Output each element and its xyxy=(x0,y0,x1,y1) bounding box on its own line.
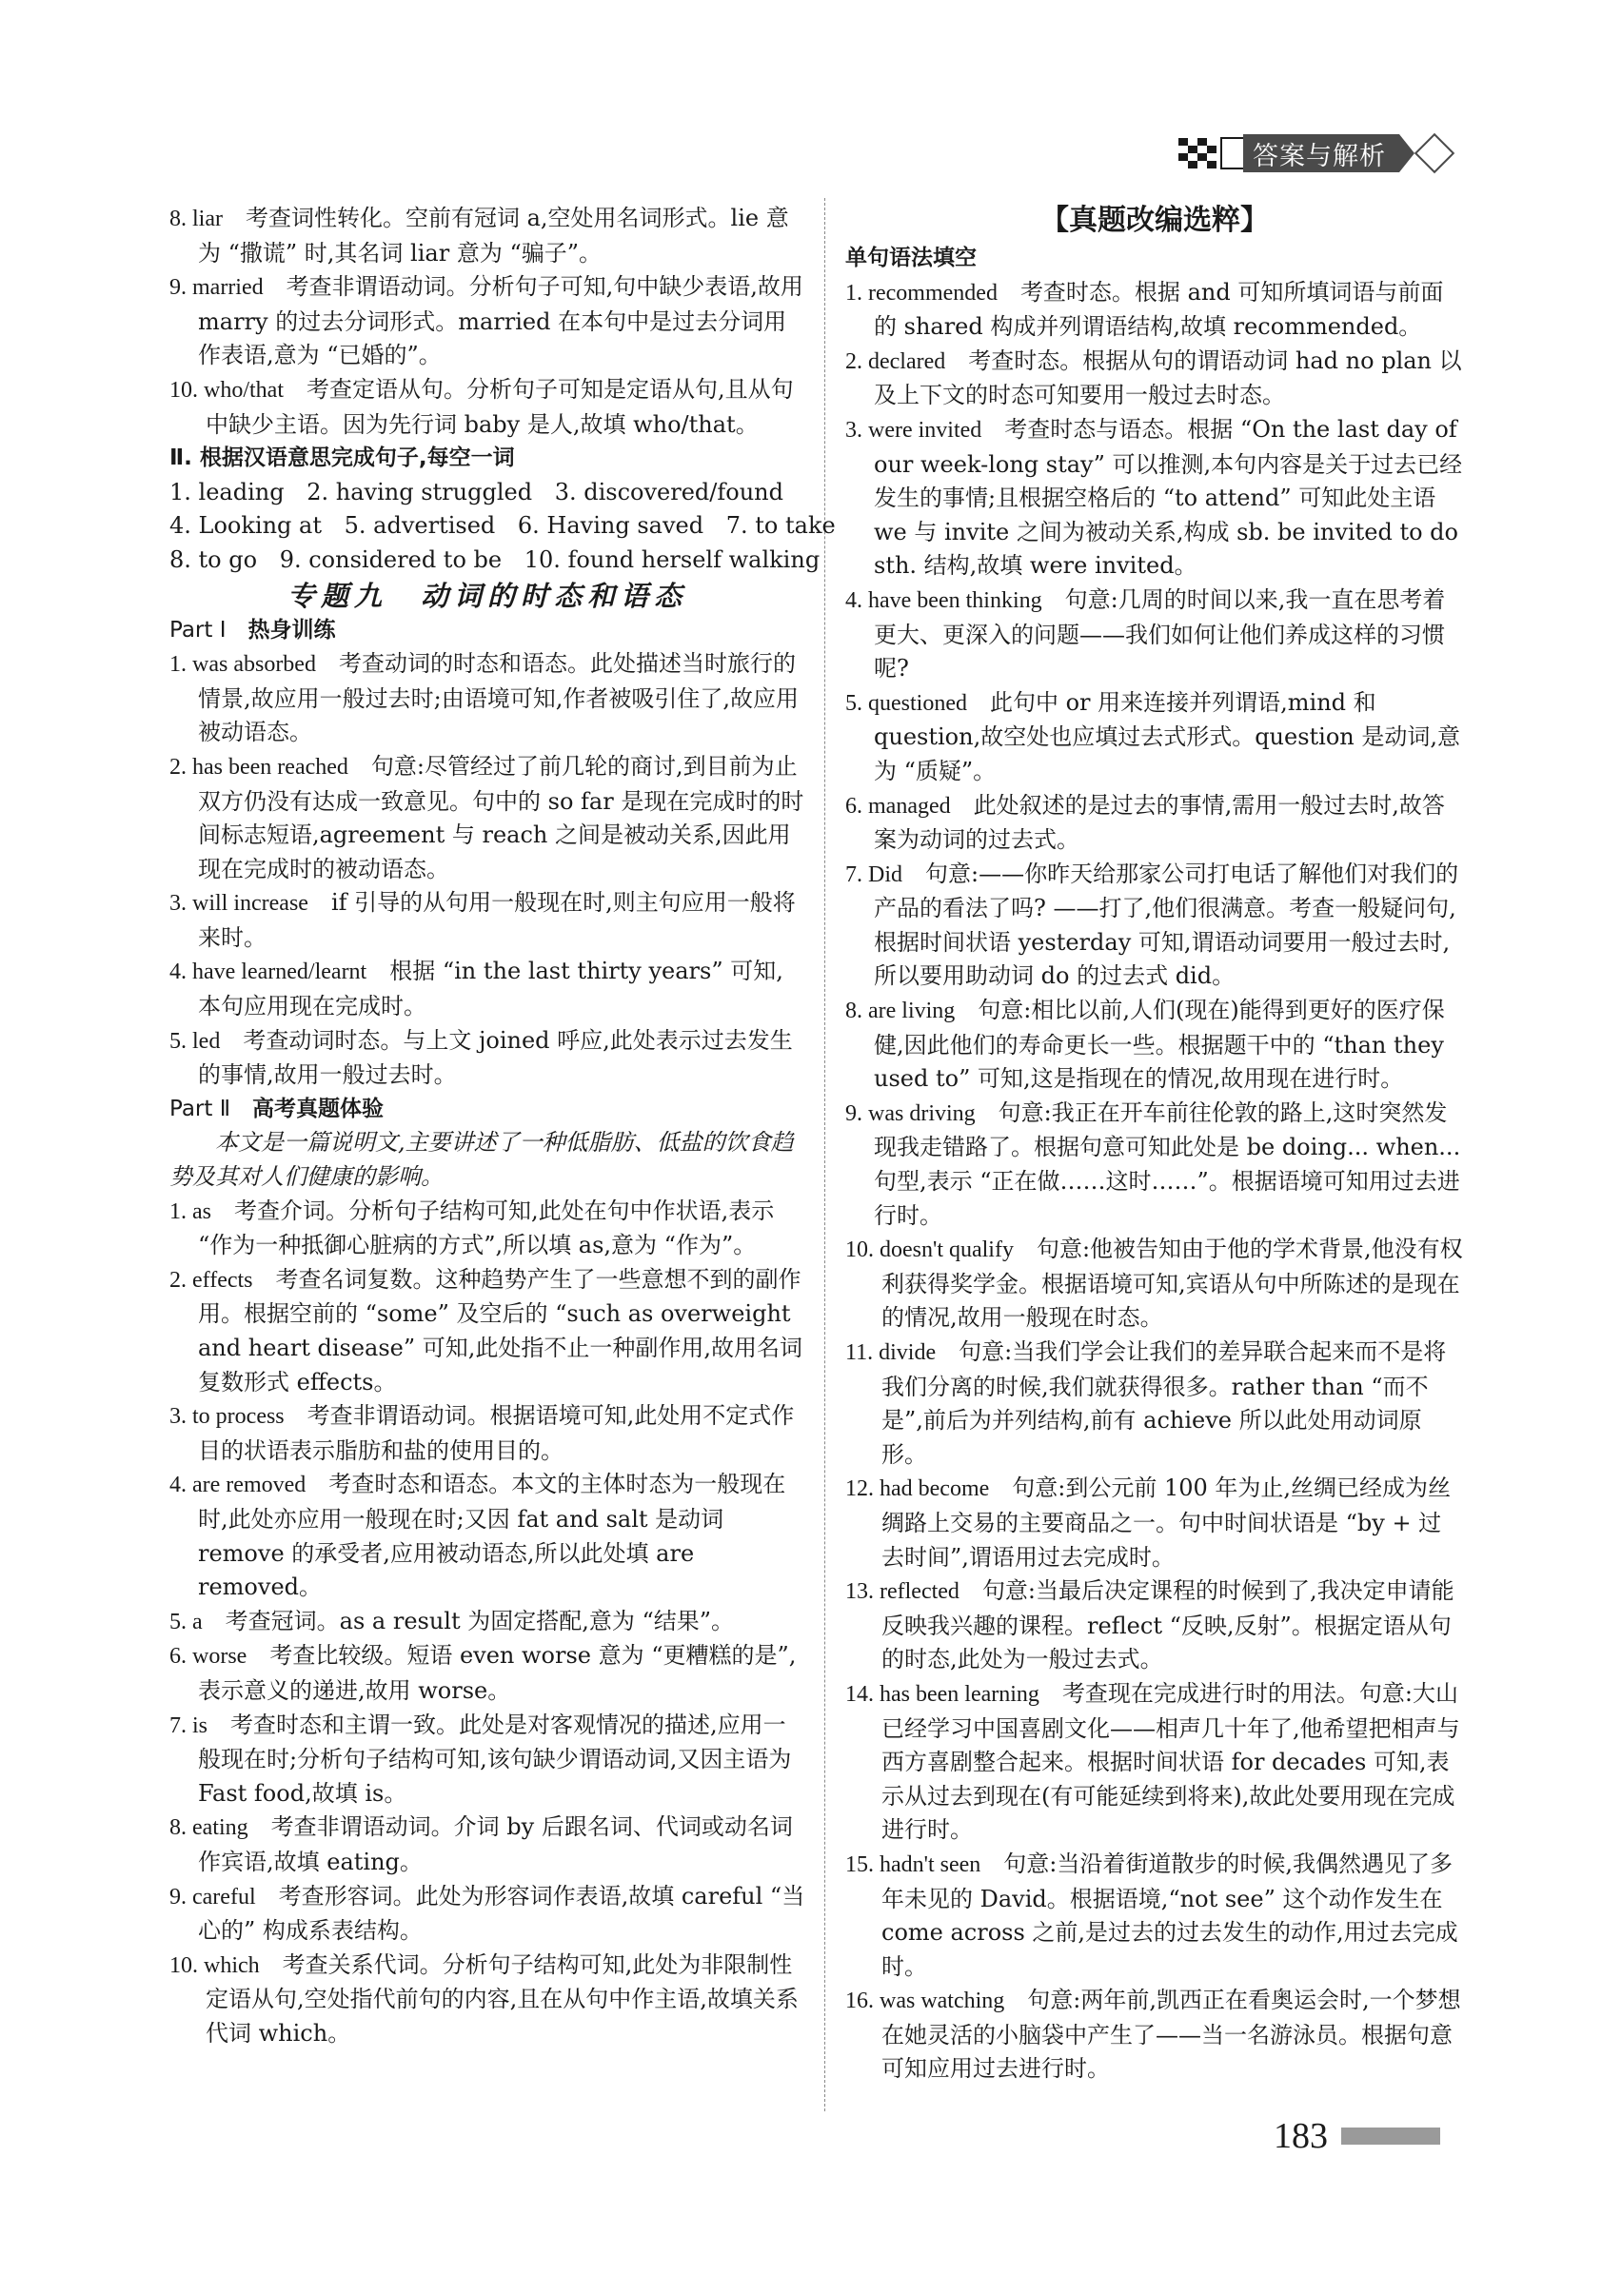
bracket-icon xyxy=(1220,137,1243,169)
answer-explanation: 考查介词。分析句子结构可知,此处在句中作状语,表示 “作为一种抵御心脏病的方式”,所以填 as,意为 “作为”。 xyxy=(198,1197,775,1259)
passage-intro: 本文是一篇说明文,主要讲述了一种低脂肪、低盐的饮食趋势及其对人们健康的影响。 xyxy=(169,1129,794,1191)
list-item xyxy=(845,994,1464,1097)
answer-key: 9. careful xyxy=(169,1884,256,1910)
list-item xyxy=(169,1195,805,1263)
list-item xyxy=(169,270,805,373)
answer-cell: 10. found herself walking xyxy=(524,545,821,573)
answer-key: 16. was watching xyxy=(845,1989,1005,2014)
answer-row xyxy=(169,509,836,544)
checker-pattern-icon xyxy=(1178,138,1216,168)
list-item xyxy=(845,1574,1464,1677)
answer-cell: 1. leading xyxy=(169,478,285,505)
answer-key: 5. a xyxy=(169,1609,203,1634)
list-item xyxy=(845,1472,1464,1574)
list-item xyxy=(845,1677,1464,1848)
answer-key: 6. worse xyxy=(169,1644,247,1670)
answer-explanation: 句意:两年前,凯西正在看奥运会时,一个梦想在她灵活的小脑袋中产生了——当一名游泳员。根据句意可知应用过去进行时。 xyxy=(881,1987,1461,2083)
list-item xyxy=(845,276,1464,345)
answer-explanation: if 引导的从句用一般现在时,则主句应用一般将来时。 xyxy=(198,889,796,951)
section-header xyxy=(1178,131,1464,175)
list-item xyxy=(845,1336,1464,1472)
answer-list-c xyxy=(169,1195,805,2051)
part-number: Part Ⅱ xyxy=(169,1096,231,1121)
header-label: 答案与解析 xyxy=(1243,134,1399,172)
list-item xyxy=(169,373,805,442)
answer-explanation: 句意:当最后决定课程的时候到了,我决定申请能反映我兴趣的课程。reflect “反映,反射”。根据定语从句的时态,此处为一般过去式。 xyxy=(881,1577,1454,1673)
list-item xyxy=(169,1880,805,1949)
answer-explanation: 考查形容词。此处为形容词作表语,故填 careful “当心的” 构成系表结构。 xyxy=(198,1882,805,1945)
answer-cell: 6. Having saved xyxy=(517,512,704,540)
answer-explanation: 考查现在完成进行时的用法。句意:大山已经学习中国喜剧文化——相声几十年了,他希望把相声与西方喜剧整合起来。根据时间状语 for decades 可知,表示从过去到现在(有可能延续到将来),故此处要用现在完成进行时。 xyxy=(881,1679,1460,1844)
section-title: 【真题改编选粹】 xyxy=(1040,204,1269,237)
answer-explanation: 考查动词的时态和语态。此处描述当时旅行的情景,故应用一般过去时;由语境可知,作者被吸引住了,故应用被动语态。 xyxy=(198,650,799,746)
part-number: Part Ⅰ xyxy=(169,617,227,643)
list-item xyxy=(169,1605,805,1640)
answer-explanation: 考查时态和语态。本文的主体时态为一般现在时,此处亦应用一般现在时;又因 fat and salt 是动词 remove 的承受者,应用被动语态,所以此处填 are removed。 xyxy=(198,1471,786,1601)
list-item xyxy=(169,1468,805,1604)
answer-key: 6. managed xyxy=(845,793,951,819)
answer-explanation: 句意:我正在开车前往伦敦的路上,这时突然发现我走错路了。根据句意可知此处是 be doing... when... 句型,表示 “正在做……这时……”。根据语境可知用过去进行时。 xyxy=(874,1099,1461,1229)
answer-key: 10. who/that xyxy=(169,377,284,403)
answer-explanation: 考查动词时态。与上文 joined 呼应,此处表示过去发生的事情,故用一般过去时。 xyxy=(198,1026,793,1089)
list-item xyxy=(169,647,805,750)
list-item xyxy=(169,1709,805,1811)
answer-key: 4. have learned/learnt xyxy=(169,960,367,985)
answer-explanation: 考查时态和主谓一致。此处是对客观情况的描述,应用一般现在时;分析句子结构可知,该句缺少谓语动词,又因主语为 Fast food,故填 is。 xyxy=(198,1711,792,1807)
list-item xyxy=(845,1097,1464,1233)
answer-key: 9. married xyxy=(169,275,264,301)
page-footer xyxy=(1274,2115,1440,2157)
answer-list-right xyxy=(845,276,1464,2087)
answer-key: 15. hadn't seen xyxy=(845,1851,981,1877)
answer-key: 14. has been learning xyxy=(845,1681,1039,1707)
list-item xyxy=(169,955,805,1023)
answer-key: 5. led xyxy=(169,1028,221,1054)
answer-explanation: 考查比较级。短语 even worse 意为 “更糟糕的是”,表示意义的递进,故用 worse。 xyxy=(198,1642,797,1704)
list-item xyxy=(169,750,805,886)
answer-explanation: 考查非谓语动词。根据语境可知,此处用不定式作目的状语表示脂肪和盐的使用目的。 xyxy=(198,1402,795,1464)
left-column xyxy=(169,202,836,2050)
answer-explanation: 句意:尽管经过了前几轮的商讨,到目前为止双方仍没有达成一致意见。句中的 so far 是现在完成时的时间标志短语,agreement 与 reach 之间是被动关系,因此用现在完成时的被动语态。 xyxy=(198,752,804,882)
answer-explanation: 句意:几周的时间以来,我一直在思考着更大、更深入的问题——我们如何让他们养成这样的习惯呢? xyxy=(874,585,1446,683)
answer-explanation: 句意:当我们学会让我们的差异联合起来而不是将我们分离的时候,我们就获得很多。rather than “而不是”,前后为并列结构,前有 achieve 所以此处用动词原形。 xyxy=(881,1338,1447,1468)
list-item xyxy=(845,789,1464,858)
answer-explanation: 考查非谓语动词。分析句子可知,句中缺少表语,故用 marry 的过去分词形式。married 在本句中是过去分词用作表语,意为 “已婚的”。 xyxy=(198,273,803,369)
column-divider xyxy=(824,198,825,2111)
answer-cell: 2. having struggled xyxy=(307,478,533,505)
answer-grid xyxy=(169,476,836,578)
topic-title: 专题九 动词的时态和语态 xyxy=(287,579,687,612)
answer-key: 1. was absorbed xyxy=(169,652,316,678)
answer-explanation: 考查时态。根据从句的谓语动词 had no plan 以及上下文的时态可知要用一般过去时态。 xyxy=(874,346,1462,409)
answer-explanation: 考查非谓语动词。介词 by 后跟名词、代词或动名词作宾语,故填 eating。 xyxy=(198,1813,793,1875)
right-column xyxy=(845,202,1464,2087)
answer-cell: 5. advertised xyxy=(344,512,496,540)
answer-key: 2. effects xyxy=(169,1267,253,1293)
answer-key: 5. questioned xyxy=(845,690,967,716)
list-item xyxy=(845,345,1464,413)
answer-cell: 4. Looking at xyxy=(169,512,322,540)
answer-key: 7. is xyxy=(169,1712,208,1738)
answer-key: 1. as xyxy=(169,1198,211,1224)
answer-list-b xyxy=(169,647,805,1093)
answer-explanation: 考查关系代词。分析句子结构可知,此处为非限制性定语从句,空处指代前句的内容,且在从句中作主语,故填关系代词 which。 xyxy=(206,1950,799,2047)
answer-explanation: 句意:到公元前 100 年为止,丝绸已经成为丝绸路上交易的主要商品之一。句中时间状语是 “by + 过去时间”,谓语用过去完成时。 xyxy=(881,1475,1452,1571)
section-title: Ⅱ. 根据汉语意思完成句子,每空一词 xyxy=(169,445,515,471)
answer-explanation: 句意:当沿着街道散步的时候,我偶然遇见了多年未见的 David。根据语境,“not see” 这个动作发生在 come across 之前,是过去的过去发生的动作,用过去完成时。 xyxy=(881,1850,1458,1980)
list-item xyxy=(845,413,1464,584)
answer-explanation: 考查时态。根据 and 可知所填词语与前面的 shared 构成并列谓语结构,故填 recommended。 xyxy=(874,278,1444,341)
answer-explanation: 根据 “in the last thirty years” 可知,本句应用现在完成时。 xyxy=(198,958,783,1020)
answer-explanation: 此处叙述的是过去的事情,需用一般过去时,故答案为动词的过去式。 xyxy=(874,791,1445,854)
arrow-icon xyxy=(1399,134,1414,172)
answer-key: 3. to process xyxy=(169,1404,285,1430)
answer-explanation: 考查名词复数。这种趋势产生了一些意想不到的副作用。根据空前的 “some” 及空后的 “such as overweight and heart disease” 可知,此处指不止一种副作用,故用名词复数形式 effects。 xyxy=(198,1265,803,1395)
answer-key: 2. declared xyxy=(845,348,946,374)
answer-key: 4. are removed xyxy=(169,1473,307,1498)
list-item xyxy=(845,858,1464,994)
answer-list-a xyxy=(169,202,805,442)
list-item xyxy=(169,1263,805,1399)
answer-key: 8. liar xyxy=(169,207,223,231)
answer-row xyxy=(169,544,821,578)
answer-key: 10. which xyxy=(169,1952,260,1978)
list-item xyxy=(845,686,1464,789)
part-name: 高考真题体验 xyxy=(252,1096,385,1121)
section-subtitle: 单句语法填空 xyxy=(845,246,977,270)
list-item xyxy=(169,1639,805,1708)
answer-key: 10. doesn't qualify xyxy=(845,1237,1014,1263)
answer-key: 12. had become xyxy=(845,1476,990,1502)
page-bar-decoration xyxy=(1341,2128,1440,2145)
answer-cell: 7. to take xyxy=(725,512,836,540)
answer-explanation: 考查冠词。as a result 为固定搭配,意为 “结果”。 xyxy=(225,1607,735,1634)
answer-explanation: 此句中 or 用来连接并列谓语,mind 和 question,故空处也应填过去式形式。question 是动词,意为 “质疑”。 xyxy=(874,688,1461,784)
answer-key: 2. has been reached xyxy=(169,754,348,780)
list-item xyxy=(169,1949,805,2051)
answer-explanation: 考查词性转化。空前有冠词 a,空处用名词形式。lie 意为 “撒谎” 时,其名词 liar 意为 “骗子”。 xyxy=(198,205,789,267)
answer-explanation: 句意:他被告知由于他的学术背景,他没有权利获得奖学金。根据语境可知,宾语从句中所陈述的是现在的情况,故用一般现在时态。 xyxy=(881,1236,1463,1332)
answer-cell: 8. to go xyxy=(169,545,258,573)
answer-key: 11. divide xyxy=(845,1340,937,1365)
answer-explanation: 句意:——你昨天给那家公司打电话了解他们对我们的产品的看法了吗? ——打了,他们很满意。考查一般疑问句,根据时间状语 yesterday 可知,谓语动词要用一般过去时,所以要用助动词 do 的过去式 did。 xyxy=(874,860,1459,990)
answer-key: 7. Did xyxy=(845,861,902,887)
list-item xyxy=(169,1024,805,1093)
list-item xyxy=(845,1233,1464,1336)
answer-key: 8. eating xyxy=(169,1815,248,1841)
answer-key: 3. will increase xyxy=(169,891,308,917)
answer-cell: 9. considered to be xyxy=(279,545,503,573)
list-item xyxy=(845,1984,1464,2087)
part-heading xyxy=(169,1093,805,1127)
answer-key: 3. were invited xyxy=(845,417,982,443)
part-name: 热身训练 xyxy=(247,617,336,643)
list-item xyxy=(169,1811,805,1879)
page-number: 183 xyxy=(1274,2116,1328,2156)
answer-key: 1. recommended xyxy=(845,280,998,306)
list-item xyxy=(169,202,805,270)
answer-explanation: 句意:相比以前,人们(现在)能得到更好的医疗保健,因此他们的寿命更长一些。根据题干中的 “than they used to” 可知,这是指现在的情况,故用现在进行时。 xyxy=(874,997,1445,1093)
diamond-icon xyxy=(1414,133,1454,173)
list-item xyxy=(169,1399,805,1468)
part-heading xyxy=(169,614,805,648)
answer-row xyxy=(169,476,805,510)
answer-key: 4. have been thinking xyxy=(845,587,1042,613)
list-item xyxy=(845,584,1464,686)
list-item xyxy=(169,886,805,955)
answer-cell: 3. discovered/found xyxy=(554,478,783,505)
list-item xyxy=(845,1848,1464,1984)
answer-explanation: 考查定语从句。分析句子可知是定语从句,且从句中缺少主语。因为先行词 baby 是人,故填 who/that。 xyxy=(206,375,794,438)
answer-explanation: 考查时态与语态。根据 “On the last day of our week-long stay” 可以推测,本句内容是关于过去已经发生的事情;且根据空格后的 “to attend” 可知此处主语 we 与 invite 之间为被动关系,构成 sb. be invited to do sth. 结构,故填 were invited。 xyxy=(874,415,1463,580)
answer-key: 13. reflected xyxy=(845,1579,959,1605)
answer-key: 8. are living xyxy=(845,999,956,1024)
answer-key: 9. was driving xyxy=(845,1100,976,1126)
